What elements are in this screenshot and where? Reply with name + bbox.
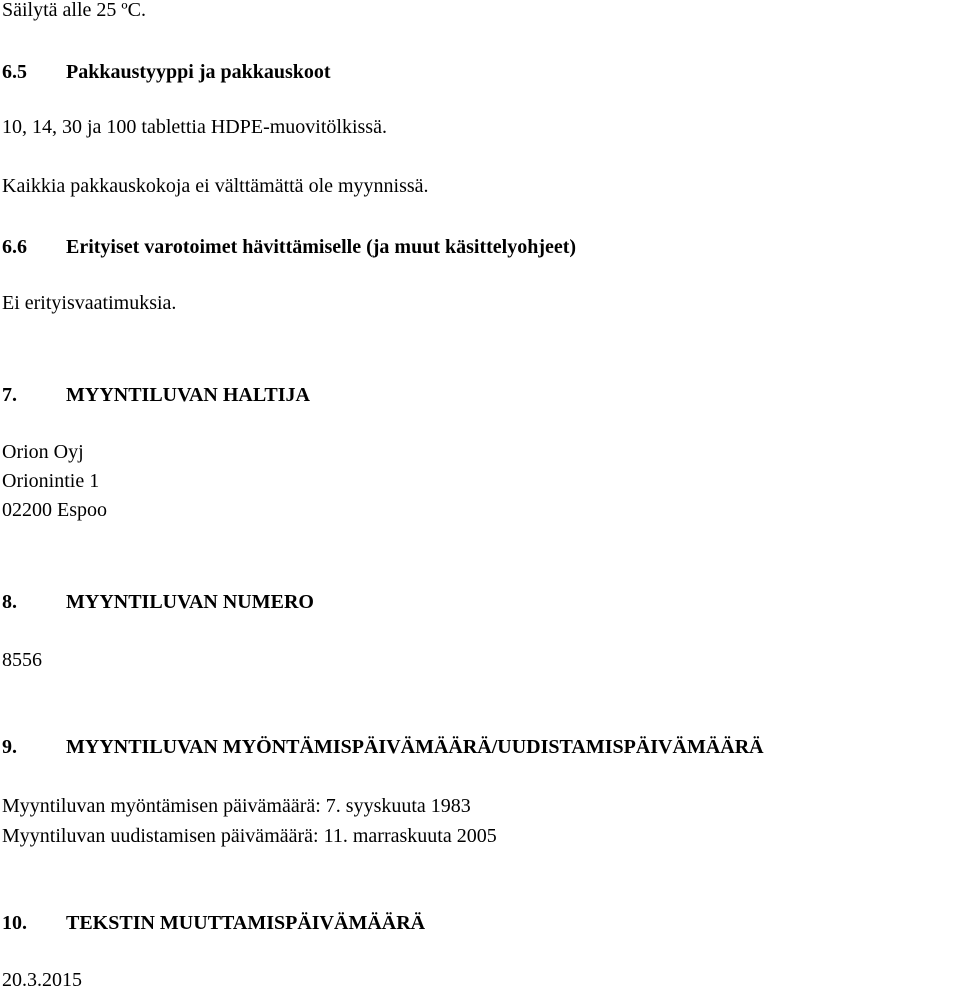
disposal-text: Ei erityisvaatimuksia. [2, 292, 177, 314]
section-title: Pakkaustyyppi ja pakkauskoot [66, 61, 331, 83]
section-title: MYYNTILUVAN HALTIJA [66, 384, 310, 406]
section-10-heading [2, 911, 425, 935]
holder-city: 02200 Espoo [2, 499, 107, 521]
section-title: MYYNTILUVAN MYÖNTÄMISPÄIVÄMÄÄRÄ/UUDISTAMISPÄIVÄMÄÄRÄ [66, 736, 764, 758]
section-8-heading [2, 590, 314, 614]
section-9-heading [2, 735, 764, 759]
section-number: 6.5 [2, 61, 27, 83]
license-number: 8556 [2, 649, 42, 671]
storage-text: Säilytä alle 25 ºC. [2, 0, 146, 21]
section-7-heading [2, 383, 310, 407]
renewal-date-text: Myyntiluvan uudistamisen päivämäärä: 11. marraskuuta 2005 [2, 825, 497, 847]
package-sizes-text: 10, 14, 30 ja 100 tablettia HDPE-muovitölkissä. [2, 116, 387, 138]
section-number: 9. [2, 736, 17, 758]
availability-text: Kaikkia pakkauskokoja ei välttämättä ole myynnissä. [2, 175, 429, 197]
section-title: TEKSTIN MUUTTAMISPÄIVÄMÄÄRÄ [66, 912, 426, 934]
section-number: 7. [2, 384, 17, 406]
holder-name: Orion Oyj [2, 441, 84, 463]
section-number: 6.6 [2, 236, 27, 258]
section-title: MYYNTILUVAN NUMERO [66, 591, 314, 613]
section-title: Erityiset varotoimet hävittämiselle (ja muut käsittelyohjeet) [66, 236, 577, 258]
holder-street: Orionintie 1 [2, 470, 100, 492]
grant-date-text: Myyntiluvan myöntämisen päivämäärä: 7. syyskuuta 1983 [2, 795, 471, 817]
revision-date: 20.3.2015 [2, 969, 82, 991]
section-number: 8. [2, 591, 17, 613]
section-number: 10. [2, 912, 27, 934]
section-6-5-heading [2, 60, 331, 84]
section-6-6-heading [2, 235, 576, 259]
